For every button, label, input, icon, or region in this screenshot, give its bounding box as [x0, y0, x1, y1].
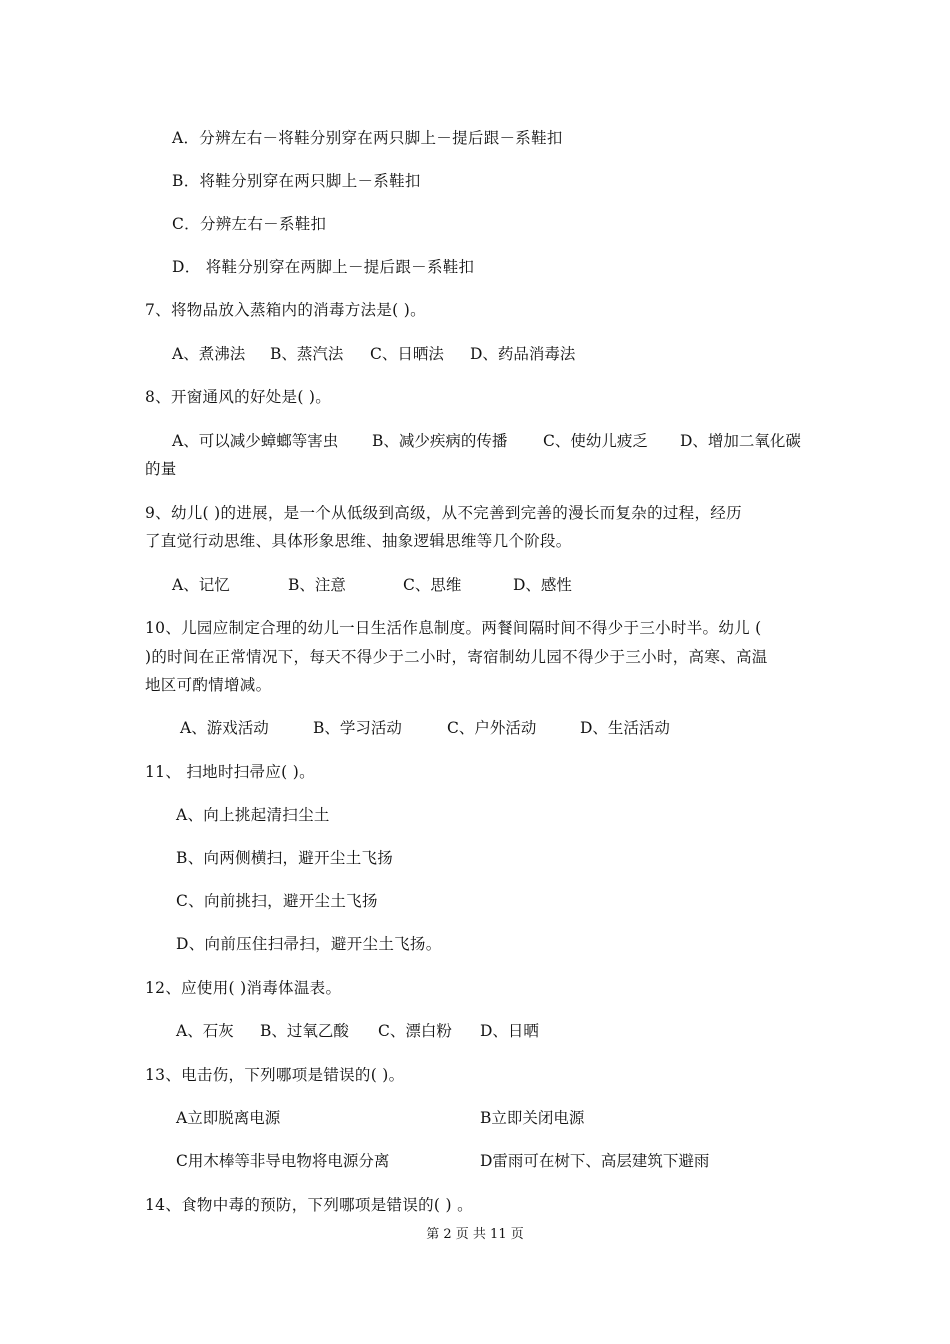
q8-option-d: D、增加二氧化碳: [680, 432, 801, 450]
q9-option-d: D、感性: [513, 576, 572, 594]
q12-option-a: A、石灰: [176, 1022, 234, 1040]
q6-option-b: B．将鞋分别穿在两只脚上－系鞋扣: [172, 172, 421, 190]
q10-stem-line3: 地区可酌情增减。: [145, 676, 272, 694]
q6-option-d: D． 将鞋分别穿在两脚上－提后跟－系鞋扣: [172, 258, 475, 276]
q10-stem-line2: )的时间在正常情况下，每天不得少于二小时，寄宿制幼儿园不得少于三小时，高寒、高温: [145, 648, 768, 666]
q8-option-b: B、减少疾病的传播: [372, 432, 508, 450]
q13-option-d: D雷雨可在树下、高层建筑下避雨: [480, 1152, 710, 1170]
q10-option-a: A、游戏活动: [180, 719, 269, 737]
page-number-footer: 第 2 页 共 11 页: [426, 1227, 524, 1242]
q10-option-c: C、户外活动: [447, 719, 537, 737]
q11-option-a: A、向上挑起清扫尘土: [176, 806, 330, 824]
q14-stem: 14、食物中毒的预防，下列哪项是错误的( ) 。: [145, 1196, 473, 1214]
q12-option-b: B、过氧乙酸: [260, 1022, 349, 1040]
q13-option-c: C用木棒等非导电物将电源分离: [176, 1152, 390, 1170]
q9-stem-line2: 了直觉行动思维、具体形象思维、抽象逻辑思维等几个阶段。: [145, 532, 572, 550]
q11-option-b: B、向两侧横扫，避开尘土飞扬: [176, 849, 394, 867]
q13-option-a: A立即脱离电源: [176, 1109, 281, 1127]
q13-option-b: B立即关闭电源: [480, 1109, 585, 1127]
q13-stem: 13、电击伤，下列哪项是错误的( )。: [145, 1066, 405, 1084]
q7-option-c: C、日晒法: [370, 345, 444, 363]
q12-stem: 12、应使用( )消毒体温表。: [145, 979, 342, 997]
q10-option-d: D、生活活动: [580, 719, 670, 737]
q8-option-a: A、可以减少蟑螂等害虫: [172, 432, 339, 450]
q11-option-c: C、向前挑扫，避开尘土飞扬: [176, 892, 378, 910]
q12-option-d: D、日晒: [480, 1022, 539, 1040]
q7-option-a: A、煮沸法: [172, 345, 246, 363]
q8-option-d-continuation: 的量: [145, 460, 177, 478]
q8-stem: 8、开窗通风的好处是( )。: [145, 388, 332, 406]
q7-stem: 7、将物品放入蒸箱内的消毒方法是( )。: [145, 301, 426, 319]
q12-option-c: C、漂白粉: [378, 1022, 452, 1040]
q7-option-d: D、药品消毒法: [470, 345, 576, 363]
q8-option-c: C、使幼儿疲乏: [543, 432, 648, 450]
q9-stem-line1: 9、幼儿( )的进展，是一个从低级到高级，从不完善到完善的漫长而复杂的过程，经历: [145, 504, 742, 522]
q9-option-b: B、注意: [288, 576, 346, 594]
q10-stem-line1: 10、儿园应制定合理的幼儿一日生活作息制度。两餐间隔时间不得少于三小时半。幼儿 (: [145, 619, 762, 637]
q6-option-c: C．分辨左右－系鞋扣: [172, 215, 327, 233]
q9-option-c: C、思维: [403, 576, 462, 594]
q9-option-a: A、记忆: [172, 576, 230, 594]
q10-option-b: B、学习活动: [313, 719, 402, 737]
q6-option-a: A．分辨左右－将鞋分别穿在两只脚上－提后跟－系鞋扣: [172, 129, 563, 147]
q7-option-b: B、蒸汽法: [270, 345, 344, 363]
q11-option-d: D、向前压住扫帚扫，避开尘土飞扬。: [176, 935, 442, 953]
q11-stem: 11、 扫地时扫帚应( )。: [145, 763, 315, 781]
